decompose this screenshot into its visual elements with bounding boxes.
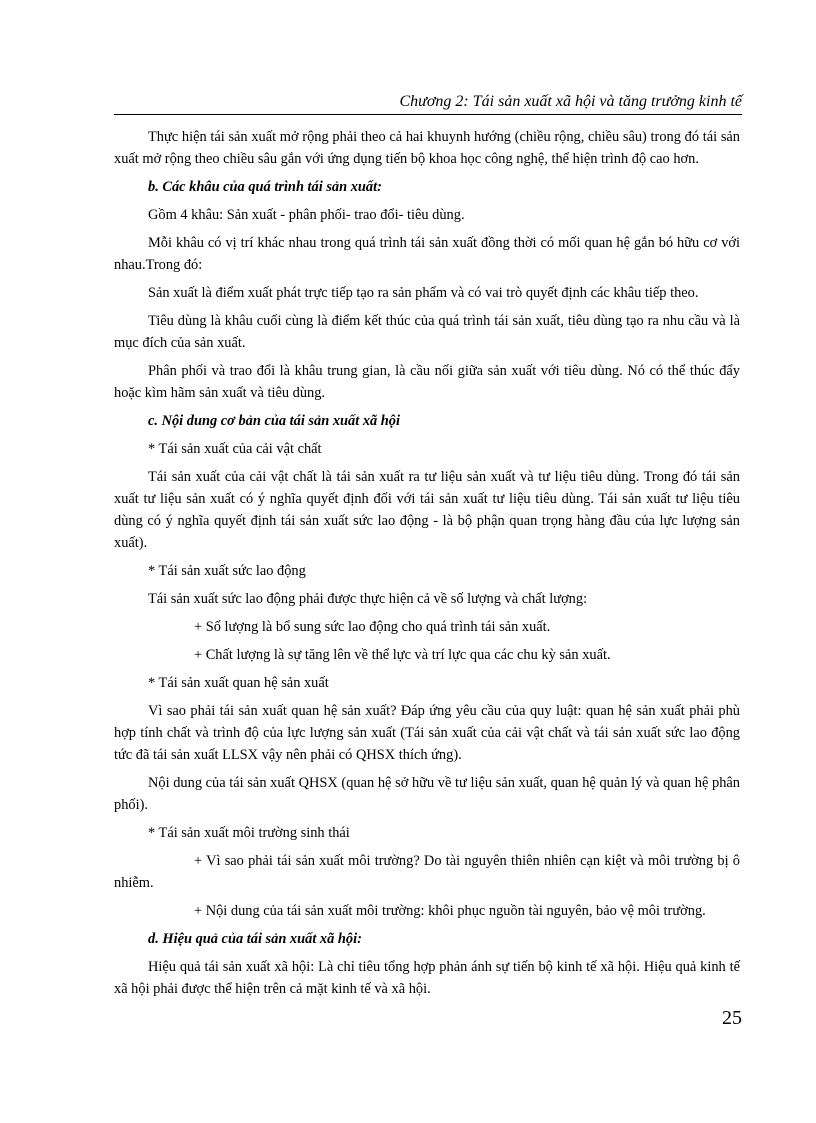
page-body — [114, 126, 740, 1006]
paragraph: Tái sản xuất sức lao động phải được thực hiện cả về số lượng và chất lượng: — [148, 591, 588, 607]
paragraph: Sản xuất là điểm xuất phát trực tiếp tạo ra sản phẩm và có vai trò quyết định các khâu tiếp theo. — [148, 285, 699, 301]
running-head-title: Chương 2: Tái sản xuất xã hội và tăng trưởng kinh tế — [399, 93, 742, 110]
paragraph: Thực hiện tái sản xuất mở rộng phải theo cả hai khuynh hướng (chiều rộng, chiều sâu) trong đó tái sản xuất mở rộng theo chiều sâu gắn với ứng dụng tiến bộ khoa học công nghệ, thể hiện trình độ cao hơn. — [114, 129, 740, 167]
list-item-text: + Chất lượng là sự tăng lên về thể lực và trí lực qua các chu kỳ sản xuất. — [194, 647, 611, 663]
subheading: * Tái sản xuất môi trường sinh thái — [148, 825, 350, 841]
paragraph: Gồm 4 khâu: Sản xuất - phân phối- trao đổi- tiêu dùng. — [148, 207, 465, 223]
list-item-text: + Số lượng là bổ sung sức lao động cho quá trình tái sản xuất. — [194, 619, 551, 635]
paragraph: Hiệu quả tái sản xuất xã hội: Là chỉ tiêu tổng hợp phản ánh sự tiến bộ kinh tế xã hội. Hiệu quả kinh tế xã hội phải được thể hiện trên cả mặt kinh tế và xã hội. — [114, 959, 740, 997]
list-item: + Vì sao phải tái sản xuất môi trường? Do tài nguyên thiên nhiên cạn kiệt và môi trường bị ô nhiễm. — [114, 853, 740, 891]
paragraph: Tái sản xuất của cải vật chất là tái sản xuất ra tư liệu sản xuất và tư liệu tiêu dùng. Trong đó tái sản xuất tư liệu sản xuất có ý nghĩa quyết định đối với tái sản xuất tư liệu tiêu dùng. Tái sản xuất tư liệu tiêu dùng có ý nghĩa quyết định tái sản xuất sức lao động - là bộ phận quan trọng hàng đầu của lực lượng sản xuất). — [114, 469, 740, 551]
section-heading-c: c. Nội dung cơ bản của tái sản xuất xã hội — [148, 413, 401, 429]
paragraph: Vì sao phải tái sản xuất quan hệ sản xuất? Đáp ứng yêu cầu của quy luật: quan hệ sản xuất phải phù hợp tính chất và trình độ của lực lượng sản xuất (Tái sản xuất của cải vật chất và tái sản xuất sức lao động tức đã tái sản xuất LLSX vậy nên phải có QHSX thích ứng). — [114, 703, 740, 763]
paragraph: Nội dung của tái sản xuất QHSX (quan hệ sở hữu về tư liệu sản xuất, quan hệ quản lý và quan hệ phân phối). — [114, 775, 740, 813]
section-heading-b: b. Các khâu của quá trình tái sản xuất: — [148, 179, 382, 195]
section-heading-d: d. Hiệu quả của tái sản xuất xã hội: — [148, 931, 362, 947]
list-item — [114, 644, 740, 666]
subheading: * Tái sản xuất quan hệ sản xuất — [148, 675, 329, 691]
list-item — [114, 616, 740, 638]
paragraph: Tiêu dùng là khâu cuối cùng là điểm kết thúc của quá trình tái sản xuất, tiêu dùng tạo ra nhu cầu và là mục đích của sản xuất. — [114, 313, 740, 351]
paragraph: Phân phối và trao đổi là khâu trung gian, là cầu nối giữa sản xuất với tiêu dùng. Nó có thể thúc đẩy hoặc kìm hãm sản xuất và tiêu dùng. — [114, 363, 740, 401]
subheading: * Tái sản xuất của cải vật chất — [148, 441, 322, 457]
subheading: * Tái sản xuất sức lao động — [148, 563, 306, 579]
list-item: + Nội dung của tái sản xuất môi trường: khôi phục nguồn tài nguyên, bảo vệ môi trường. — [194, 903, 706, 919]
header-divider — [114, 114, 742, 115]
page-number: 25 — [722, 1007, 742, 1029]
paragraph: Mỗi khâu có vị trí khác nhau trong quá trình tái sản xuất đồng thời có mối quan hệ gắn bó hữu cơ với nhau.Trong đó: — [114, 235, 740, 273]
